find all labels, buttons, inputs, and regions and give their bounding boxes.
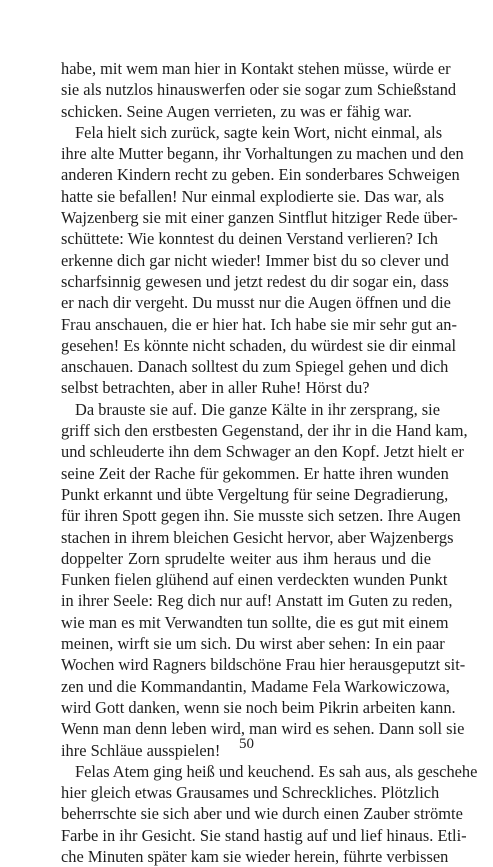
text-line: Fela hielt sich zurück, sagte kein Wort, nicht einmal, als: [75, 122, 443, 142]
text-line: anderen Kindern recht zu geben. Ein sonderbares Schweigen: [61, 165, 460, 185]
text-line: Punkt erkannt und übte Vergeltung für seine Degradierung,: [61, 484, 449, 504]
text-line: hatte sie befallen! Nur einmal explodierte sie. Das war, als: [61, 186, 445, 206]
text-line: hier gleich etwas Grausames und Schreckliches. Plötzlich: [61, 783, 440, 803]
text-line: ihre Schläue ausspielen!: [61, 740, 221, 760]
text-line: selbst betrachten, aber in aller Ruhe! Hörst du?: [61, 378, 370, 398]
page-number: 50: [239, 736, 254, 752]
text-line: meinen, wirft sie um sich. Du wirst aber sehen: In ein paar: [61, 634, 445, 654]
text-line: ihre alte Mutter begann, ihr Vorhaltungen zu machen und den: [61, 144, 464, 164]
text-line: Frau anschauen, die er hier hat. Ich habe sie mir sehr gut an-: [61, 314, 457, 334]
text-line: Funken fielen glühend auf einen verdeckten wunden Punkt: [61, 570, 448, 590]
text-line: che Minuten später kam sie wieder herein, führte verbissen: [61, 846, 449, 866]
text-line: stachen in ihrem bleichen Gesicht hervor, aber Wajzenbergs: [61, 527, 454, 547]
text-line: Wajzenberg sie mit einer ganzen Sintflut hitziger Rede über-: [61, 208, 458, 228]
text-line: er nach dir vergeht. Du musst nur die Augen öffnen und die: [61, 293, 451, 313]
text-line: doppelter Zorn sprudelte weiter aus ihm heraus und die: [61, 548, 431, 568]
text-line: erkenne dich gar nicht wieder! Immer bist du so clever und: [61, 250, 449, 270]
text-line: Felas Atem ging heiß und keuchend. Es sah aus, als geschehe: [75, 761, 478, 781]
book-page: [61, 58, 478, 866]
text-line: sie als nutzlos hinauswerfen oder sie sogar zum Schießstand: [61, 80, 457, 100]
text-line: Wenn man denn leben wird, man wird es sehen. Dann soll sie: [61, 719, 465, 739]
text-line: Wochen wird Ragners bildschöne Frau hier herausgeputzt sit-: [61, 655, 466, 675]
text-line: beherrschte sie sich aber und wie durch einen Zauber strömte: [61, 804, 463, 824]
text-line: für ihren Spott gegen ihn. Sie musste sich setzen. Ihre Augen: [61, 506, 461, 526]
text-line: scharfsinnig gewesen und jetzt redest du dir sogar ein, dass: [61, 271, 449, 291]
text-line: Farbe in ihr Gesicht. Sie stand hastig auf und lief hinaus. Etli-: [61, 825, 467, 845]
text-line: wie man es mit Verwandten tun sollte, die es gut mit einem: [61, 612, 449, 632]
text-line: seine Zeit der Rache für gekommen. Er hatte ihren wunden: [61, 463, 449, 483]
text-line: in ihrer Seele: Reg dich nur auf! Anstatt im Guten zu reden,: [61, 591, 453, 611]
text-line: habe, mit wem man hier in Kontakt stehen müsse, würde er: [61, 59, 451, 78]
text-line: schicken. Seine Augen verrieten, zu was er fähig war.: [61, 101, 412, 121]
text-line: anschauen. Danach solltest du zum Spiegel gehen und dich: [61, 357, 449, 377]
text-line: Da brauste sie auf. Die ganze Kälte in ihr zersprang, sie: [75, 399, 440, 419]
text-line: und schleuderte ihn dem Schwager an den Kopf. Jetzt hielt er: [61, 442, 464, 462]
text-line: griff sich den erstbesten Gegenstand, der ihr in die Hand kam,: [61, 421, 468, 441]
text-line: wird Gott danken, wenn sie noch beim Pikrin arbeiten kann.: [61, 697, 456, 717]
text-line: gesehen! Es könnte nicht schaden, du würdest sie dir einmal: [61, 335, 457, 355]
text-line: zen und die Kommandantin, Madame Fela Warkowiczowa,: [61, 676, 450, 696]
text-line: schüttete: Wie konntest du deinen Verstand verlieren? Ich: [61, 229, 438, 249]
